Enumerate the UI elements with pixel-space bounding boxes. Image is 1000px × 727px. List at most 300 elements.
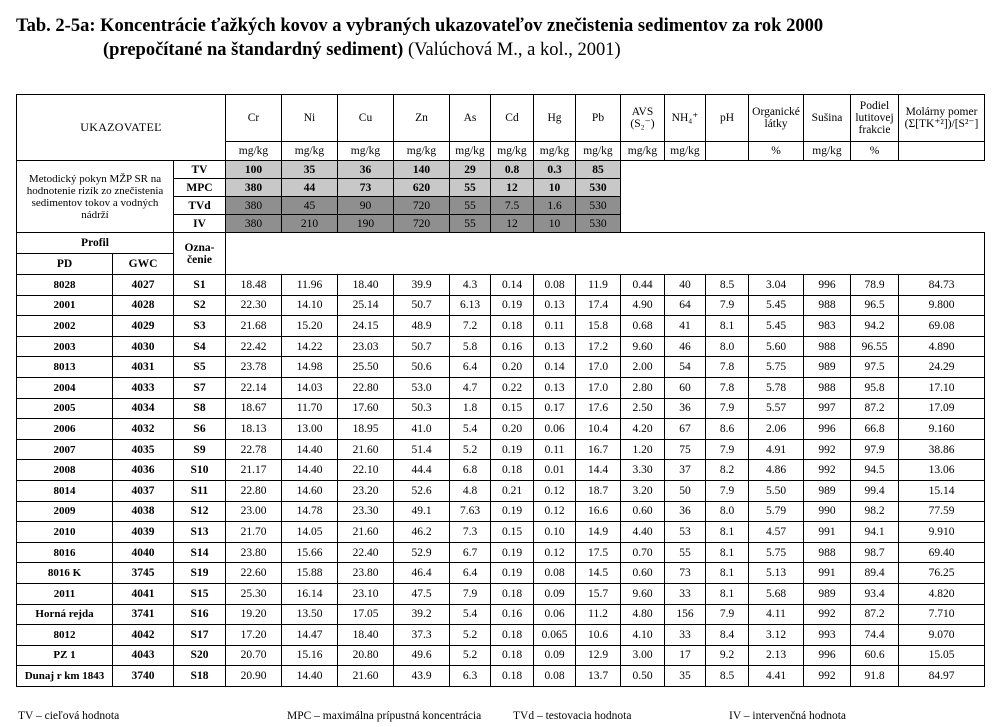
table-title [16, 14, 823, 62]
value-cell: 18.40 [338, 275, 394, 296]
value-cell: 17.20 [226, 625, 282, 646]
oznacenie-cell: S20 [174, 645, 226, 666]
value-cell: 989 [804, 583, 851, 604]
limit-value: 140 [394, 161, 450, 179]
value-cell: 17.0 [576, 377, 621, 398]
limit-value: 380 [226, 179, 282, 197]
value-cell: 991 [804, 563, 851, 584]
value-cell: 7.2 [450, 316, 491, 337]
value-cell: 5.50 [749, 480, 804, 501]
value-cell: 50.7 [394, 295, 450, 316]
value-cell: 84.97 [899, 666, 985, 687]
gwc-cell: 4030 [113, 336, 174, 357]
oznacenie-cell: S18 [174, 666, 226, 687]
value-cell: 76.25 [899, 563, 985, 584]
value-cell: 39.2 [394, 604, 450, 625]
value-cell: 87.2 [851, 398, 899, 419]
value-cell: 18.95 [338, 419, 394, 440]
unit-cell: mg/kg [338, 142, 394, 161]
value-cell: 0.09 [534, 583, 576, 604]
value-cell: 0.44 [621, 275, 665, 296]
value-cell: 13.50 [282, 604, 338, 625]
value-cell: 7.9 [706, 398, 749, 419]
value-cell: 4.91 [749, 439, 804, 460]
value-cell: 0.17 [534, 398, 576, 419]
column-header: pH [706, 95, 749, 142]
footer-mpc: MPC – maximálna prípustná koncentrácia [287, 710, 482, 722]
table-row [17, 522, 985, 543]
pd-cell: 2005 [17, 398, 113, 419]
value-cell: 8.5 [706, 666, 749, 687]
gwc-cell: 4032 [113, 419, 174, 440]
value-cell: 3.20 [621, 480, 665, 501]
value-cell: 84.73 [899, 275, 985, 296]
limit-value: 210 [282, 215, 338, 233]
table-row [17, 666, 985, 687]
value-cell: 99.4 [851, 480, 899, 501]
value-cell: 8.1 [706, 522, 749, 543]
value-cell: 53.0 [394, 377, 450, 398]
footer-iv: IV – intervenčná hodnota [729, 710, 846, 722]
value-cell: 7.9 [706, 604, 749, 625]
value-cell: 5.68 [749, 583, 804, 604]
value-cell: 25.14 [338, 295, 394, 316]
sediment-table [16, 94, 985, 687]
value-cell: 0.11 [534, 439, 576, 460]
limit-value: 720 [394, 215, 450, 233]
value-cell: 0.21 [491, 480, 534, 501]
value-cell: 94.5 [851, 460, 899, 481]
unit-cell [706, 142, 749, 161]
value-cell: 0.08 [534, 666, 576, 687]
pd-cell: 8016 K [17, 563, 113, 584]
limit-value: 55 [450, 179, 491, 197]
unit-cell: mg/kg [450, 142, 491, 161]
limit-row [17, 161, 985, 179]
column-header: Molárny pomer (Σ[TK⁺²])/[S²⁻] [899, 95, 985, 142]
value-cell: 996 [804, 275, 851, 296]
value-cell: 14.4 [576, 460, 621, 481]
table-row [17, 275, 985, 296]
value-cell: 9.070 [899, 625, 985, 646]
value-cell: 10.6 [576, 625, 621, 646]
limit-value: 620 [394, 179, 450, 197]
pd-cell: 2011 [17, 583, 113, 604]
value-cell: 48.9 [394, 316, 450, 337]
value-cell: 0.18 [491, 666, 534, 687]
value-cell: 14.60 [282, 480, 338, 501]
value-cell: 7.9 [706, 439, 749, 460]
limit-code: TV [174, 161, 226, 179]
value-cell: 52.6 [394, 480, 450, 501]
value-cell: 0.60 [621, 563, 665, 584]
value-cell: 16.6 [576, 501, 621, 522]
value-cell: 15.7 [576, 583, 621, 604]
value-cell: 14.22 [282, 336, 338, 357]
value-cell: 36 [665, 501, 706, 522]
value-cell: 74.4 [851, 625, 899, 646]
table-row [17, 480, 985, 501]
value-cell: 9.2 [706, 645, 749, 666]
limit-value: 73 [338, 179, 394, 197]
value-cell: 13.00 [282, 419, 338, 440]
unit-cell: mg/kg [804, 142, 851, 161]
value-cell: 5.45 [749, 295, 804, 316]
value-cell: 41 [665, 316, 706, 337]
table-row [17, 316, 985, 337]
column-header: As [450, 95, 491, 142]
value-cell: 3.04 [749, 275, 804, 296]
oznacenie-cell: S7 [174, 377, 226, 398]
value-cell: 98.7 [851, 542, 899, 563]
value-cell: 0.11 [534, 316, 576, 337]
value-cell: 0.12 [534, 501, 576, 522]
value-cell: 15.14 [899, 480, 985, 501]
oznacenie-cell: S8 [174, 398, 226, 419]
value-cell: 0.14 [491, 275, 534, 296]
gwc-cell: 4039 [113, 522, 174, 543]
pd-cell: Horná rejda [17, 604, 113, 625]
value-cell: 94.2 [851, 316, 899, 337]
oznacenie-cell: S17 [174, 625, 226, 646]
value-cell: 0.13 [534, 377, 576, 398]
value-cell: 15.8 [576, 316, 621, 337]
value-cell: 97.5 [851, 357, 899, 378]
pd-cell: 2009 [17, 501, 113, 522]
value-cell: 23.80 [226, 542, 282, 563]
value-cell: 3.12 [749, 625, 804, 646]
column-header: NH₄⁺ [665, 95, 706, 142]
value-cell: 8.0 [706, 336, 749, 357]
value-cell: 41.0 [394, 419, 450, 440]
limit-value: 36 [338, 161, 394, 179]
value-cell: 2.00 [621, 357, 665, 378]
limit-value: 55 [450, 197, 491, 215]
limit-value: 85 [576, 161, 621, 179]
value-cell: 989 [804, 357, 851, 378]
table-row [17, 501, 985, 522]
value-cell: 53 [665, 522, 706, 543]
value-cell: 19.20 [226, 604, 282, 625]
value-cell: 0.06 [534, 604, 576, 625]
value-cell: 43.9 [394, 666, 450, 687]
value-cell: 44.4 [394, 460, 450, 481]
value-cell: 36 [665, 398, 706, 419]
pd-cell: 2002 [17, 316, 113, 337]
value-cell: 0.18 [491, 460, 534, 481]
value-cell: 0.08 [534, 275, 576, 296]
column-header: Cu [338, 95, 394, 142]
value-cell: 51.4 [394, 439, 450, 460]
value-cell: 0.19 [491, 563, 534, 584]
value-cell: 6.3 [450, 666, 491, 687]
value-cell: 5.45 [749, 316, 804, 337]
value-cell: 18.7 [576, 480, 621, 501]
unit-cell: mg/kg [491, 142, 534, 161]
value-cell: 17.5 [576, 542, 621, 563]
value-cell: 55 [665, 542, 706, 563]
value-cell: 35 [665, 666, 706, 687]
value-cell: 14.9 [576, 522, 621, 543]
column-header: Cr [226, 95, 282, 142]
unit-cell: mg/kg [282, 142, 338, 161]
pd-cell: 2003 [17, 336, 113, 357]
value-cell: 7.3 [450, 522, 491, 543]
limit-code: MPC [174, 179, 226, 197]
unit-cell [899, 142, 985, 161]
unit-cell: % [851, 142, 899, 161]
limit-value: 45 [282, 197, 338, 215]
value-cell: 17.09 [899, 398, 985, 419]
pd-cell: 8028 [17, 275, 113, 296]
value-cell: 69.40 [899, 542, 985, 563]
gwc-cell: 3741 [113, 604, 174, 625]
value-cell: 46.2 [394, 522, 450, 543]
value-cell: 22.78 [226, 439, 282, 460]
value-cell: 13.7 [576, 666, 621, 687]
value-cell: 21.68 [226, 316, 282, 337]
value-cell: 4.86 [749, 460, 804, 481]
value-cell: 11.9 [576, 275, 621, 296]
value-cell: 8.0 [706, 501, 749, 522]
value-cell: 7.63 [450, 501, 491, 522]
value-cell: 23.30 [338, 501, 394, 522]
value-cell: 38.86 [899, 439, 985, 460]
value-cell: 996 [804, 419, 851, 440]
unit-cell: mg/kg [621, 142, 665, 161]
value-cell: 8.1 [706, 563, 749, 584]
value-cell: 7.9 [706, 295, 749, 316]
value-cell: 11.96 [282, 275, 338, 296]
value-cell: 23.20 [338, 480, 394, 501]
value-cell: 9.160 [899, 419, 985, 440]
value-cell: 23.00 [226, 501, 282, 522]
value-cell: 20.70 [226, 645, 282, 666]
limit-value: 10 [534, 215, 576, 233]
limit-value: 12 [491, 179, 534, 197]
pd-cell: 2007 [17, 439, 113, 460]
value-cell: 98.2 [851, 501, 899, 522]
value-cell: 0.22 [491, 377, 534, 398]
unit-cell: mg/kg [576, 142, 621, 161]
value-cell: 0.065 [534, 625, 576, 646]
value-cell: 15.88 [282, 563, 338, 584]
unit-cell: % [749, 142, 804, 161]
oznacenie-cell: S10 [174, 460, 226, 481]
value-cell: 22.60 [226, 563, 282, 584]
value-cell: 0.12 [534, 480, 576, 501]
value-cell: 22.30 [226, 295, 282, 316]
gwc-cell: 4033 [113, 377, 174, 398]
value-cell: 5.75 [749, 542, 804, 563]
value-cell: 0.18 [491, 316, 534, 337]
value-cell: 87.2 [851, 604, 899, 625]
value-cell: 89.4 [851, 563, 899, 584]
value-cell: 990 [804, 501, 851, 522]
column-header: Pb [576, 95, 621, 142]
value-cell: 23.10 [338, 583, 394, 604]
pd-cell: 2004 [17, 377, 113, 398]
value-cell: 6.4 [450, 563, 491, 584]
column-header: Hg [534, 95, 576, 142]
value-cell: 33 [665, 625, 706, 646]
gwc-cell: 4037 [113, 480, 174, 501]
value-cell: 4.3 [450, 275, 491, 296]
value-cell: 91.8 [851, 666, 899, 687]
value-cell: 21.70 [226, 522, 282, 543]
oznacenie-cell: S1 [174, 275, 226, 296]
value-cell: 50.7 [394, 336, 450, 357]
value-cell: 4.7 [450, 377, 491, 398]
value-cell: 46 [665, 336, 706, 357]
oznacenie-cell: S14 [174, 542, 226, 563]
value-cell: 39.9 [394, 275, 450, 296]
gwc-header: GWC [113, 254, 174, 275]
table-row [17, 583, 985, 604]
value-cell: 50.3 [394, 398, 450, 419]
oznacenie-cell: S5 [174, 357, 226, 378]
value-cell: 7.9 [450, 583, 491, 604]
profile-header-blank [226, 233, 985, 275]
value-cell: 93.4 [851, 583, 899, 604]
unit-cell: mg/kg [534, 142, 576, 161]
value-cell: 22.80 [226, 480, 282, 501]
value-cell: 4.41 [749, 666, 804, 687]
value-cell: 17.0 [576, 357, 621, 378]
value-cell: 997 [804, 398, 851, 419]
table-row [17, 439, 985, 460]
value-cell: 22.14 [226, 377, 282, 398]
pd-cell: 2001 [17, 295, 113, 316]
value-cell: 9.910 [899, 522, 985, 543]
limits-label: Metodický pokyn MŽP SR na hodnotenie rizík zo znečistenia sedimentov tokov a vodných nádrží [17, 161, 174, 233]
value-cell: 14.40 [282, 439, 338, 460]
gwc-cell: 4041 [113, 583, 174, 604]
footer-tvd: TVd – testovacia hodnota [513, 710, 632, 722]
value-cell: 992 [804, 666, 851, 687]
unit-cell: mg/kg [226, 142, 282, 161]
oznacenie-cell: S6 [174, 419, 226, 440]
value-cell: 7.710 [899, 604, 985, 625]
value-cell: 0.18 [491, 625, 534, 646]
value-cell: 5.57 [749, 398, 804, 419]
value-cell: 5.79 [749, 501, 804, 522]
value-cell: 0.19 [491, 501, 534, 522]
value-cell: 22.10 [338, 460, 394, 481]
value-cell: 0.18 [491, 645, 534, 666]
value-cell: 14.78 [282, 501, 338, 522]
value-cell: 18.13 [226, 419, 282, 440]
table-row [17, 563, 985, 584]
limit-code: TVd [174, 197, 226, 215]
value-cell: 992 [804, 604, 851, 625]
value-cell: 14.98 [282, 357, 338, 378]
value-cell: 33 [665, 583, 706, 604]
value-cell: 0.20 [491, 357, 534, 378]
gwc-cell: 4028 [113, 295, 174, 316]
limit-value: 380 [226, 197, 282, 215]
limit-value: 100 [226, 161, 282, 179]
oznacenie-cell: S3 [174, 316, 226, 337]
value-cell: 8.1 [706, 316, 749, 337]
value-cell: 2.80 [621, 377, 665, 398]
value-cell: 96.55 [851, 336, 899, 357]
value-cell: 9.800 [899, 295, 985, 316]
value-cell: 0.50 [621, 666, 665, 687]
value-cell: 64 [665, 295, 706, 316]
table-row [17, 542, 985, 563]
unit-cell: mg/kg [665, 142, 706, 161]
value-cell: 0.18 [491, 583, 534, 604]
pd-cell: 2006 [17, 419, 113, 440]
value-cell: 17.2 [576, 336, 621, 357]
value-cell: 21.60 [338, 439, 394, 460]
value-cell: 18.40 [338, 625, 394, 646]
value-cell: 15.20 [282, 316, 338, 337]
value-cell: 23.03 [338, 336, 394, 357]
value-cell: 991 [804, 522, 851, 543]
limit-value: 190 [338, 215, 394, 233]
column-header: AVS (S₂⁻) [621, 95, 665, 142]
value-cell: 8.6 [706, 419, 749, 440]
value-cell: 2.50 [621, 398, 665, 419]
value-cell: 4.80 [621, 604, 665, 625]
value-cell: 14.47 [282, 625, 338, 646]
table-row [17, 377, 985, 398]
value-cell: 24.15 [338, 316, 394, 337]
oznacenie-cell: S2 [174, 295, 226, 316]
gwc-cell: 4040 [113, 542, 174, 563]
value-cell: 6.8 [450, 460, 491, 481]
pd-cell: 8012 [17, 625, 113, 646]
value-cell: 0.12 [534, 542, 576, 563]
value-cell: 12.9 [576, 645, 621, 666]
value-cell: 22.80 [338, 377, 394, 398]
value-cell: 54 [665, 357, 706, 378]
value-cell: 1.20 [621, 439, 665, 460]
value-cell: 49.1 [394, 501, 450, 522]
limit-value: 0.8 [491, 161, 534, 179]
value-cell: 0.10 [534, 522, 576, 543]
limit-value: 530 [576, 179, 621, 197]
value-cell: 0.16 [491, 336, 534, 357]
value-cell: 78.9 [851, 275, 899, 296]
value-cell: 25.50 [338, 357, 394, 378]
gwc-cell: 4029 [113, 316, 174, 337]
column-header: Cd [491, 95, 534, 142]
value-cell: 0.06 [534, 419, 576, 440]
table-row [17, 460, 985, 481]
table-row [17, 336, 985, 357]
value-cell: 96.5 [851, 295, 899, 316]
value-cell: 18.67 [226, 398, 282, 419]
value-cell: 0.13 [534, 295, 576, 316]
value-cell: 15.05 [899, 645, 985, 666]
table-row [17, 625, 985, 646]
value-cell: 5.4 [450, 604, 491, 625]
value-cell: 7.8 [706, 357, 749, 378]
pd-cell: 8014 [17, 480, 113, 501]
value-cell: 5.2 [450, 645, 491, 666]
table-row [17, 604, 985, 625]
value-cell: 14.03 [282, 377, 338, 398]
value-cell: 14.5 [576, 563, 621, 584]
limit-value: 35 [282, 161, 338, 179]
value-cell: 988 [804, 336, 851, 357]
value-cell: 7.9 [706, 480, 749, 501]
value-cell: 0.19 [491, 439, 534, 460]
value-cell: 16.7 [576, 439, 621, 460]
